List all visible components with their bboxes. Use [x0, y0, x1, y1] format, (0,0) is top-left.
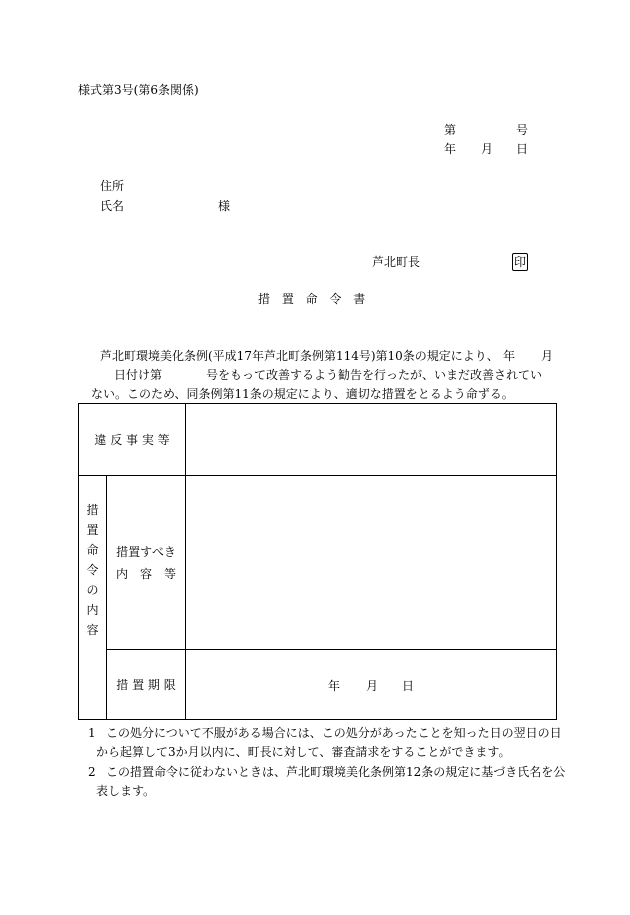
order-content-char: 令: [86, 563, 99, 577]
order-table: [78, 403, 557, 720]
order-content-char: 措: [86, 503, 99, 517]
note-2-line-1: この措置命令に従わないときは、芦北町環境美化条例第12条の規定に基づき氏名を公: [106, 765, 566, 779]
deadline-year: 年: [328, 679, 341, 693]
seal-label: 印: [513, 255, 526, 269]
deadline-day: 日: [402, 679, 415, 693]
doc-number-prefix: 第: [444, 123, 457, 137]
body-line-2-a: 日付け第: [114, 368, 163, 382]
order-content-char: 内: [86, 603, 99, 617]
address-label: 住所: [100, 179, 125, 193]
body-line-1: 芦北町環境美化条例(平成17年芦北町条例第114号)第10条の規定により、: [100, 349, 499, 363]
name-label: 氏名: [100, 199, 125, 213]
violation-label-cell: [79, 404, 186, 476]
action-label-line-1: 措置すべき: [116, 544, 176, 559]
note-2-number: 2: [88, 765, 96, 779]
deadline-month: 月: [366, 679, 379, 693]
order-content-label-cell: [79, 476, 107, 720]
deadline-label: 措 置 期 限: [116, 678, 176, 692]
note-1-number: 1: [88, 726, 96, 740]
order-content-char: 容: [86, 623, 99, 637]
order-content-char: 命: [86, 543, 99, 557]
action-content-cell[interactable]: [186, 476, 557, 650]
body-line-3: ない。このため、同条例第11条の規定により、適切な措置をとるよう命ずる。: [91, 387, 514, 401]
date-month: 月: [481, 142, 494, 156]
order-content-char: の: [86, 583, 99, 597]
body-line-1-year: 年: [503, 349, 516, 363]
action-label-cell: [107, 476, 186, 650]
order-content-char: 置: [86, 523, 99, 537]
document-title: 措 置 命 令 書: [258, 292, 370, 306]
body-line-2-b: 号をもって改善するよう勧告を行ったが、いまだ改善されてい: [206, 368, 543, 382]
date-day: 日: [516, 142, 529, 156]
action-label-line-2: 内 容 等: [116, 566, 177, 581]
violation-content-cell[interactable]: [186, 404, 557, 476]
note-1-line-1: この処分について不服がある場合には、この処分があったことを知った日の翌日の日: [106, 726, 562, 740]
seal-stamp: [512, 253, 528, 271]
date-year: 年: [444, 142, 457, 156]
honorific: 様: [218, 199, 231, 213]
doc-number-suffix: 号: [516, 123, 529, 137]
note-1-line-2: から起算して3か月以内に、町長に対して、審査請求をすることができます。: [96, 745, 511, 759]
body-line-1-month: 月: [541, 349, 554, 363]
form-number: 様式第3号(第6条関係): [78, 83, 199, 97]
deadline-value-cell[interactable]: [186, 650, 557, 720]
issuer-title: 芦北町長: [372, 255, 421, 269]
note-2-line-2: 表します。: [96, 784, 156, 798]
order-content-vertical: [79, 476, 106, 640]
deadline-label-cell: [107, 650, 186, 720]
violation-label: 違 反 事 実 等: [94, 433, 170, 447]
